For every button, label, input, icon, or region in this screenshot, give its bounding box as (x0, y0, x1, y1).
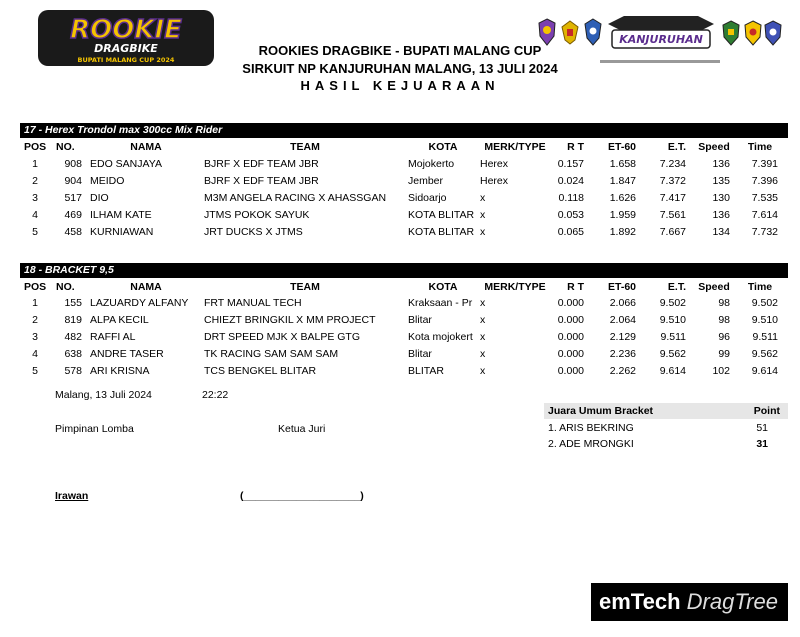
cell-merk: x (480, 365, 486, 377)
garuda-emblem-icon (560, 18, 580, 46)
cell-no: 638 (64, 348, 82, 360)
cell-nama: DIO (90, 192, 109, 204)
col-team: TEAM (290, 141, 320, 153)
cell-nama: RAFFI AL (90, 331, 136, 343)
cell-no: 155 (64, 297, 82, 309)
cell-time: 7.396 (751, 175, 778, 187)
cell-et60: 1.892 (609, 226, 636, 238)
cell-pos: 2 (32, 314, 38, 326)
title-line-1: ROOKIES DRAGBIKE - BUPATI MALANG CUP (258, 43, 542, 58)
table-row (20, 173, 788, 190)
table-row (20, 295, 788, 312)
cell-nama: EDO SANJAYA (90, 158, 162, 170)
cell-nama: ANDRE TASER (90, 348, 164, 360)
cell-speed: 136 (712, 158, 730, 170)
cell-no: 458 (64, 226, 82, 238)
col-nama: NAMA (130, 141, 162, 153)
logo-cup-text: BUPATI MALANG CUP 2024 (77, 56, 175, 64)
cell-time: 9.614 (751, 365, 778, 377)
cell-speed: 130 (712, 192, 730, 204)
cell-merk: Herex (480, 158, 509, 170)
club-emblem-icon (744, 20, 762, 48)
police-badge-icon (538, 18, 556, 46)
pimpinan-lomba-label: Pimpinan Lomba (55, 423, 134, 435)
cell-speed: 102 (712, 365, 730, 377)
col-team: TEAM (290, 281, 320, 293)
cell-no: 908 (64, 158, 82, 170)
cell-et60: 1.847 (609, 175, 636, 187)
cell-merk: x (480, 331, 486, 343)
col-nama: NAMA (130, 281, 162, 293)
cell-time: 7.391 (751, 158, 778, 170)
juara-point: 51 (756, 422, 768, 434)
cell-speed: 136 (712, 209, 730, 221)
cell-speed: 96 (718, 331, 730, 343)
section-title: 18 - BRACKET 9,5 (20, 263, 788, 278)
col-speed: Speed (698, 281, 730, 293)
place-date: Malang, 13 Juli 2024 (55, 389, 152, 401)
cell-et60: 2.064 (609, 314, 636, 326)
cell-time: 9.511 (752, 331, 778, 343)
signature-name: Irawan (55, 490, 89, 502)
cell-team: FRT MANUAL TECH (204, 297, 302, 309)
col-kota: KOTA (428, 281, 458, 293)
cell-merk: x (480, 314, 486, 326)
cell-kota: BLITAR (408, 365, 444, 377)
cell-nama: KURNIAWAN (90, 226, 154, 238)
cell-speed: 135 (712, 175, 730, 187)
cell-pos: 4 (32, 209, 38, 221)
cell-pos: 3 (32, 331, 38, 343)
table-row (20, 156, 788, 173)
cell-et: 9.510 (659, 314, 686, 326)
brand-emtech: emTech (599, 589, 681, 614)
cell-rt: 0.157 (557, 158, 584, 170)
cell-nama: MEIDO (90, 175, 125, 187)
logo-main-text: ROOKIE (70, 15, 182, 45)
cell-kota: Mojokerto (408, 158, 455, 170)
table-row (20, 363, 788, 380)
kanjuruhan-logo (604, 12, 718, 54)
juara-row (544, 436, 788, 452)
cell-rt: 0.000 (557, 314, 584, 326)
regency-emblem-icon (584, 18, 602, 46)
cell-et: 9.502 (659, 297, 686, 309)
col-et60: ET-60 (607, 281, 636, 293)
rookie-dragbike-logo (32, 8, 222, 70)
cell-et: 9.562 (659, 348, 686, 360)
juara-name: 1. ARIS BEKRING (548, 422, 634, 434)
col-et: E.T. (667, 281, 686, 293)
cell-et: 7.667 (659, 226, 686, 238)
cell-kota: KOTA BLITAR (408, 226, 475, 238)
cell-merk: x (480, 297, 486, 309)
cell-et60: 1.959 (609, 209, 636, 221)
cell-no: 517 (64, 192, 82, 204)
cell-time: 7.535 (751, 192, 778, 204)
emtech-dragtree-logo (591, 583, 788, 621)
cell-team: M3M ANGELA RACING X AHASSGAN (204, 192, 387, 204)
cell-pos: 1 (32, 297, 38, 309)
col-no: NO. (56, 281, 75, 293)
cell-rt: 0.000 (557, 297, 584, 309)
col-et60: ET-60 (607, 141, 636, 153)
cell-no: 904 (64, 175, 82, 187)
cell-pos: 5 (32, 226, 38, 238)
brand-dragtree: DragTree (686, 589, 778, 614)
table-row (20, 190, 788, 207)
cell-team: TCS BENGKEL BLITAR (204, 365, 317, 377)
cell-et: 7.561 (659, 209, 686, 221)
table-row (20, 312, 788, 329)
title-line-2: SIRKUIT NP KANJURUHAN MALANG, 13 JULI 2024 (242, 61, 558, 76)
col-time: Time (747, 141, 773, 153)
col-merk: MERK/TYPE (484, 141, 546, 153)
col-et: E.T. (667, 141, 686, 153)
cell-et: 7.417 (659, 192, 686, 204)
cell-no: 482 (64, 331, 82, 343)
cell-merk: x (480, 192, 486, 204)
ketua-juri-label: Ketua Juri (278, 423, 326, 435)
cell-no: 819 (64, 314, 82, 326)
table-header (20, 279, 788, 296)
cell-rt: 0.053 (557, 209, 584, 221)
cell-pos: 1 (32, 158, 38, 170)
col-merk: MERK/TYPE (484, 281, 546, 293)
cell-et: 7.234 (659, 158, 686, 170)
cell-pos: 4 (32, 348, 38, 360)
cell-nama: ILHAM KATE (90, 209, 152, 221)
cell-et: 9.511 (660, 331, 686, 343)
kanjuruhan-underline (600, 52, 720, 58)
cell-no: 469 (64, 209, 82, 221)
juara-umum-header (544, 403, 788, 419)
signature-blank: (____________________) (240, 490, 364, 502)
cell-nama: LAZUARDY ALFANY (90, 297, 189, 309)
cell-team: BJRF X EDF TEAM JBR (204, 175, 319, 187)
cell-pos: 3 (32, 192, 38, 204)
cell-speed: 98 (718, 314, 730, 326)
cell-pos: 2 (32, 175, 38, 187)
cell-kota: Sidoarjo (408, 192, 447, 204)
cell-kota: Kota mojokert (408, 331, 473, 343)
cell-nama: ALPA KECIL (90, 314, 149, 326)
cell-team: DRT SPEED MJK X BALPE GTG (204, 331, 360, 343)
cell-rt: 0.000 (557, 331, 584, 343)
cell-team: BJRF X EDF TEAM JBR (204, 158, 319, 170)
cell-et60: 2.129 (609, 331, 636, 343)
cell-et: 9.614 (659, 365, 686, 377)
table-row (20, 346, 788, 363)
cell-merk: x (480, 209, 486, 221)
cell-rt: 0.000 (557, 348, 584, 360)
col-time: Time (747, 281, 773, 293)
cell-time: 9.502 (751, 297, 778, 309)
province-emblem-icon (722, 20, 740, 48)
section-title: 17 - Herex Trondol max 300cc Mix Rider (20, 123, 788, 138)
cell-kota: Jember (408, 175, 444, 187)
cell-rt: 0.024 (557, 175, 584, 187)
cell-merk: x (480, 348, 486, 360)
col-pos: POS (24, 281, 47, 293)
juara-row (544, 420, 788, 436)
cell-rt: 0.000 (557, 365, 584, 377)
table-row (20, 329, 788, 346)
cell-kota: KOTA BLITAR (408, 209, 475, 221)
cell-speed: 98 (718, 297, 730, 309)
cell-merk: Herex (480, 175, 509, 187)
col-pos: POS (24, 141, 47, 153)
table-header (20, 139, 788, 156)
kanjuruhan-text: KANJURUHAN (619, 33, 703, 46)
cell-rt: 0.065 (557, 226, 584, 238)
cell-team: CHIEZT BRINGKIL X MM PROJECT (204, 314, 376, 326)
cell-no: 578 (64, 365, 82, 377)
cell-et: 7.372 (659, 175, 686, 187)
juara-title: Juara Umum Bracket (548, 405, 654, 417)
cell-nama: ARI KRISNA (90, 365, 150, 377)
col-rt: R T (567, 141, 584, 153)
logo-sub-text: DRAGBIKE (94, 42, 158, 55)
cell-speed: 134 (712, 226, 730, 238)
cell-team: JTMS POKOK SAYUK (204, 209, 310, 221)
cell-time: 9.510 (751, 314, 778, 326)
cell-rt: 0.118 (558, 192, 584, 204)
cell-kota: Kraksaan - Pr (408, 297, 473, 309)
juara-point: 31 (756, 438, 768, 450)
col-no: NO. (56, 141, 75, 153)
cell-kota: Blitar (408, 348, 432, 360)
cell-pos: 5 (32, 365, 38, 377)
print-time: 22:22 (202, 389, 229, 401)
col-kota: KOTA (428, 141, 458, 153)
title-line-3: HASIL KEJUARAAN (300, 78, 500, 93)
cell-et60: 2.262 (609, 365, 636, 377)
table-row (20, 224, 788, 241)
cell-team: JRT DUCKS X JTMS (204, 226, 303, 238)
cell-speed: 99 (718, 348, 730, 360)
imi-emblem-icon (764, 20, 782, 48)
table-row (20, 207, 788, 224)
cell-et60: 1.658 (609, 158, 636, 170)
cell-et60: 2.236 (609, 348, 636, 360)
col-speed: Speed (698, 141, 730, 153)
cell-et60: 2.066 (609, 297, 636, 309)
cell-merk: x (480, 226, 486, 238)
juara-point-label: Point (753, 405, 780, 417)
cell-team: TK RACING SAM SAM SAM (204, 348, 339, 360)
juara-name: 2. ADE MRONGKI (548, 438, 634, 450)
cell-time: 7.732 (751, 226, 778, 238)
cell-et60: 1.626 (609, 192, 636, 204)
cell-time: 9.562 (751, 348, 778, 360)
cell-kota: Blitar (408, 314, 432, 326)
col-rt: R T (567, 281, 584, 293)
cell-time: 7.614 (751, 209, 778, 221)
